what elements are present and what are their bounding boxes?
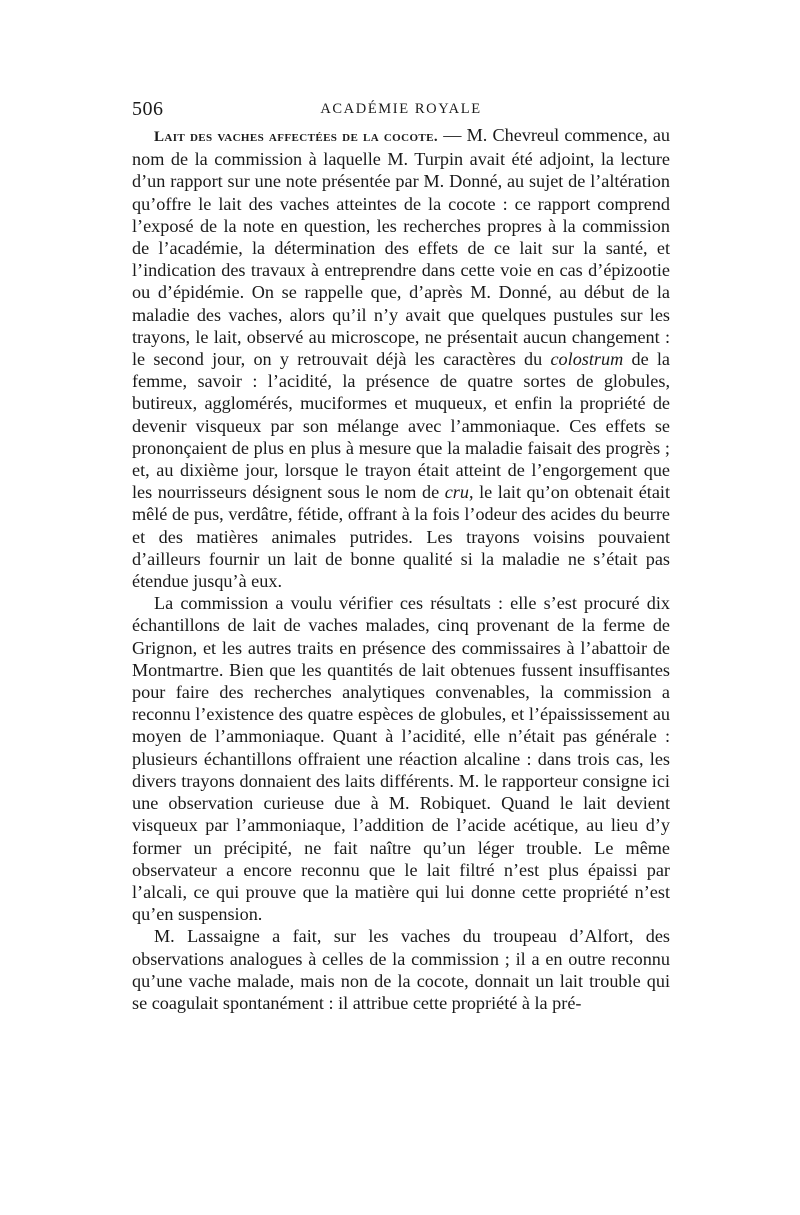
italic-term-colostrum: colostrum — [550, 349, 624, 370]
paragraph-text-part: de la femme, savoir : l’acidité, la présence de quatre sortes de globules, butireux, agglomérés, muciformes et muqueux, et enfin la propriété de devenir visqueux par son mélange avec l’ammoniaque. Ces effets se prononçaient de plus en plus à mesure que la maladie faisait des progrès ; et, au dixième jour, lorsque le trayon était atteint de l’engorgement que les nourrisseurs désignent sous le nom de — [132, 349, 671, 503]
page-number: 506 — [132, 98, 164, 120]
paragraph-commission-verification: La commission a voulu vérifier ces résultats : elle s’est procuré dix échantillons de lait de vaches malades, cinq provenant de la ferme de Grignon, et les autres traits en présence des commissaires à l’abattoir de Montmartre. Bien que les quantités de lait obtenues fussent insuffisantes pour faire des recherches analytiques convenables, la commission a reconnu l’existence des quatre espèces de globules, et l’épaississement au moyen de l’ammoniaque. Quant à l’acidité, elle n’était pas générale : plusieurs échantillons offraient une réaction alcaline : dans trois cas, les divers trayons donnaient des laits différents. M. le rapporteur consigne ici une observation curieuse due à M. Robiquet. Quand le lait devient visqueux par l’ammoniaque, l’addition de l’acide acétique, au lieu d’y former un précipité, ne fait naître qu’un léger trouble. Le même observateur a encore reconnu que le lait filtré n’est plus épaissi par l’alcali, ce qui prouve que la matière qui lui donne cette propriété n’est qu’en suspension. — [132, 593, 670, 925]
paragraph-cocote-milk — [132, 124, 670, 592]
paragraph-text-part: — M. Chevreul commence, au nom de la commission à laquelle M. Turpin avait été adjoint, la lecture d’un rapport sur une note présentée par M. Donné, au sujet de l’altération qu’offre le lait des vaches atteintes de la cocote : ce rapport comprend l’exposé de la note en question, les recherches propres à la commission de l’académie, la détermination des effets de ce lait sur la santé, et l’indication des travaux à entreprendre dans cette voie en cas d’épizootie ou d’épidémie. On se rappelle que, d’après M. Donné, au début de la maladie des vaches, alors qu’il n’y avait que quelques pustules sur les trayons, le lait, observé au microscope, ne présentait aucun changement : le second jour, on y retrouvait déjà les caractères du — [132, 125, 670, 370]
paragraph-lassaigne: M. Lassaigne a fait, sur les vaches du troupeau d’Alfort, des observations analogues à celles de la commission ; il a en outre reconnu qu’une vache malade, mais non de la cocote, donnait un lait trouble qui se coagulait spontanément : il attribue cette propriété à la pré- — [132, 926, 670, 1013]
page-header — [132, 98, 670, 122]
section-heading: Lait des vaches affectées de la cocote. — [154, 129, 439, 145]
running-title: ACADÉMIE ROYALE — [320, 101, 482, 117]
paragraph-text-part: , le lait qu’on obtenait était mêlé de pus, verdâtre, fétide, offrant à la fois l’odeur des acides du beurre et des matières animales putrides. Les trayons voisins pouvaient d’ailleurs fournir un lait de bonne qualité si la maladie ne s’était pas étendue jusqu’à eux. — [132, 482, 671, 592]
body-text — [132, 124, 670, 1014]
italic-term-cru: cru — [444, 482, 469, 503]
